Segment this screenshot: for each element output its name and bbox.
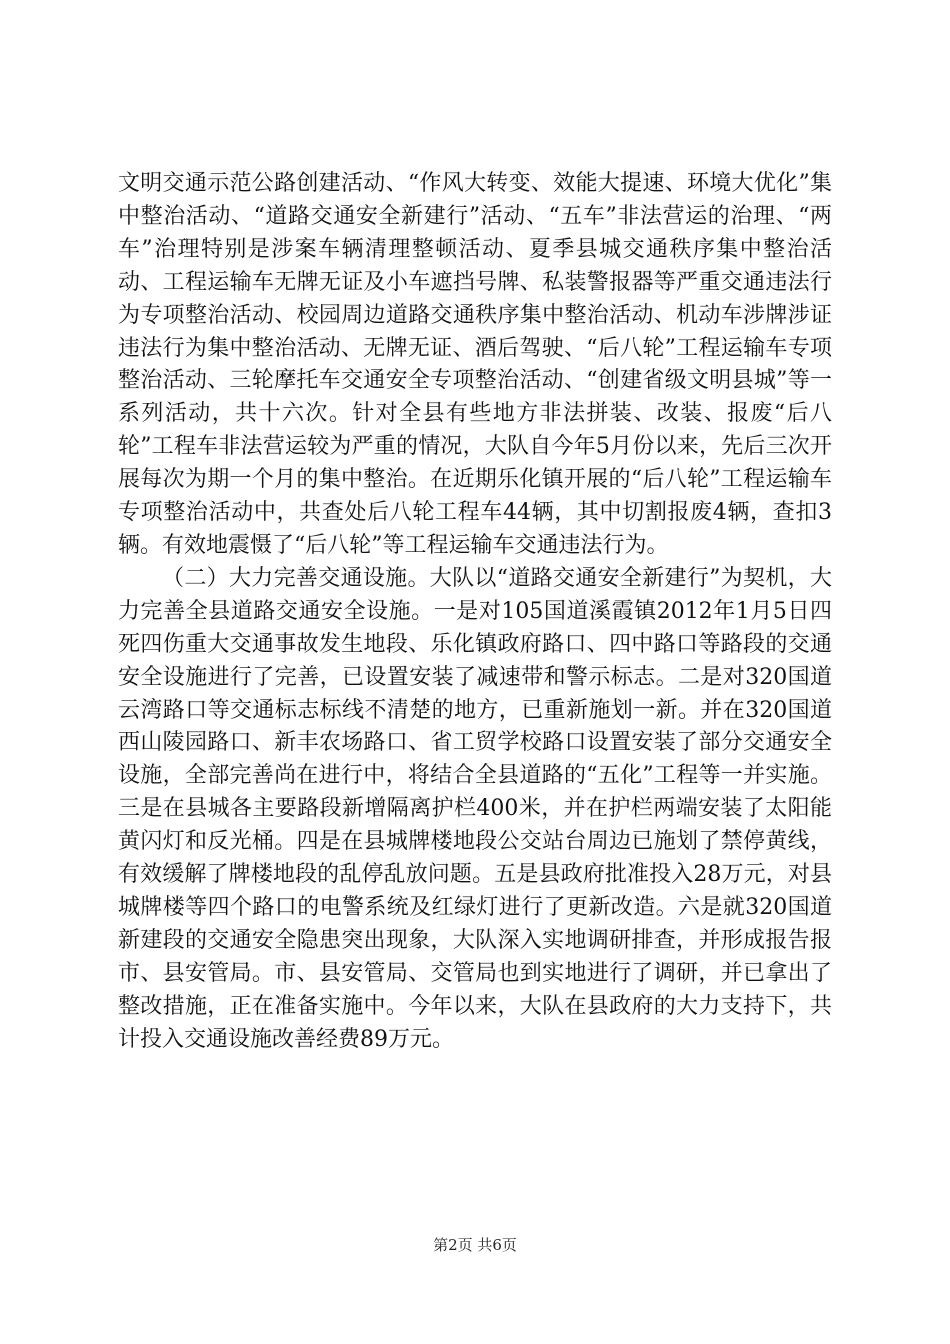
paragraph-traffic-facilities: （二）大力完善交通设施。大队以“道路交通安全新建行”为契机，大力完善全县道路交通安全设施。一是对105国道溪霞镇2012年1月5日四死四伤重大交通事故发生地段、乐化镇政府路口、四中路口等路段的交通安全设施进行了完善，已设置安装了减速带和警示标志。二是对320国道云湾路口等交通标志标线不清楚的地方，已重新施划一新。并在320国道西山陵园路口、新丰农场路口、省工贸学校路口设置安装了部分交通安全设施，全部完善尚在进行中，将结合全县道路的“五化”工程等一并实施。三是在县城各主要路段新增隔离护栏400米，并在护栏两端安装了太阳能黄闪灯和反光桶。四是在县城牌楼地段公交站台周边已施划了禁停黄线，有效缓解了牌楼地段的乱停乱放问题。五是县政府批准投入28万元，对县城牌楼等四个路口的电警系统及红绿灯进行了更新改造。六是就320国道新建段的交通安全隐患突出现象，大队深入实地调研排查，并形成报告报市、县安管局。市、县安管局、交管局也到实地进行了调研，并已拿出了整改措施，正在准备实施中。今年以来，大队在县政府的大力支持下，共计投入交通设施改善经费89万元。 — [118, 565, 832, 1052]
page-footer: 第2页 共6页 — [433, 1236, 517, 1254]
paragraph-continued: 文明交通示范公路创建活动、“作风大转变、效能大提速、环境大优化”集中整治活动、“道路交通安全新建行”活动、“五车”非法营运的治理、“两车”治理特别是涉案车辆清理整顿活动、夏季县城交通秩序集中整治活动、工程运输车无牌无证及小车遮挡号牌、私装警报器等严重交通违法行为专项整治活动、校园周边道路交通秩序集中整治活动、机动车涉牌涉证违法行为集中整治活动、无牌无证、酒后驾驶、“后八轮”工程运输车专项整治活动、三轮摩托车交通安全专项整治活动、“创建省级文明县城”等一系列活动，共十六次。针对全县有些地方非法拼装、改装、报废“后八轮”工程车非法营运较为严重的情况，大队自今年5月份以来，先后三次开展每次为期一个月的集中整治。在近期乐化镇开展的“后八轮”工程运输车专项整治活动中，共查处后八轮工程车44辆，其中切割报废4辆，查扣3辆。有效地震慑了“后八轮”等工程运输车交通违法行为。 — [118, 171, 832, 558]
document-body — [118, 168, 832, 1056]
